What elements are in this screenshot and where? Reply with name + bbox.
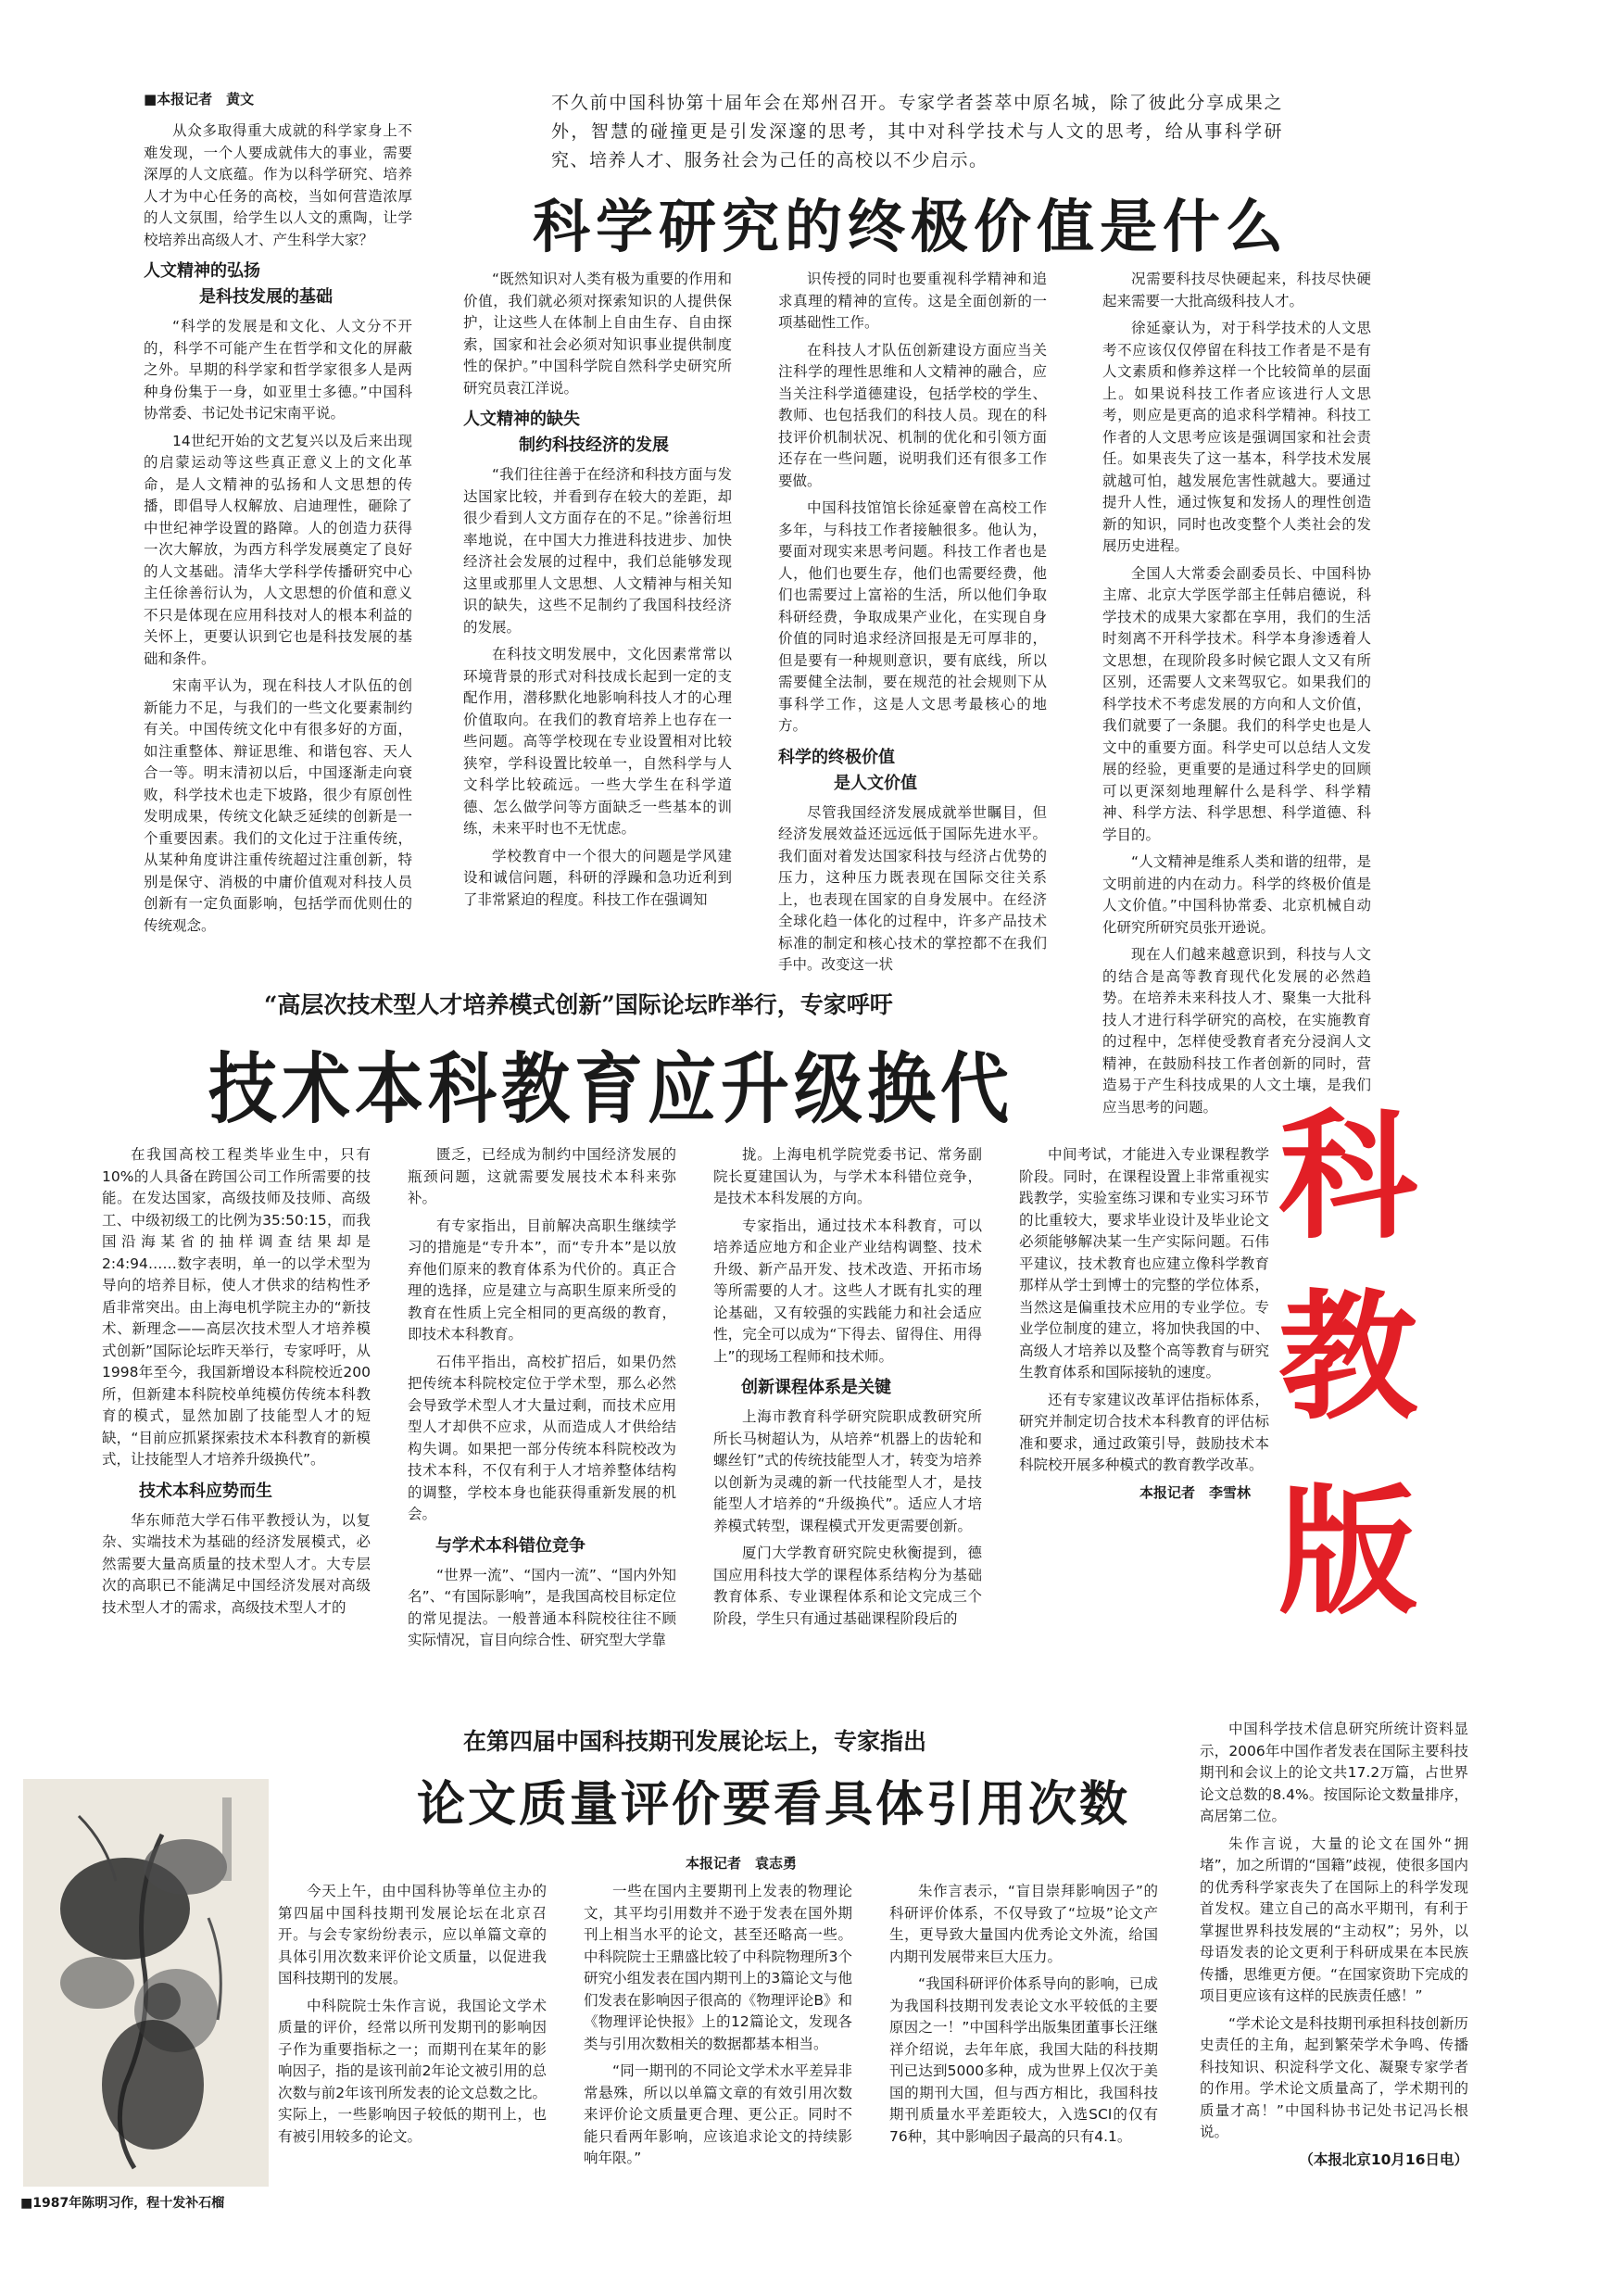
paragraph: 中国科学技术信息研究所统计资料显示，2006年中国作者发表在国际主要科技期刊和会议上的论文共17.2万篇，占世界论文总数的8.4%。按国际论文数量排序，高居第二位。: [1200, 1721, 1468, 1824]
paragraph: 在我国高校工程类毕业生中，只有10%的人具备在跨国公司工作所需要的技能。在发达国家，高级技师及技师、高级工、中级初级工的比例为35:50:15，而我国沿海某省的抽样调查结果却是2:4:94……数字表明，单一的以学术型为导向的培养目标，使人才供求的结构性矛盾非常突出。由上海电机学院主办的“新技术、新理念——高层次技术型人才培养模式创新”国际论坛昨天举行，专家呼吁，从1998年至今，我国新增设本科院校近200所，但新建本科院校单纯模仿传统本科教育的模式，显然加剧了技能型人才的短缺，“目前应抓紧探索技术本科教育的新模式，让技能型人才培养升级换代”。: [102, 1146, 371, 1468]
article1-intro: 不久前中国科协第十届年会在郑州召开。专家学者荟萃中原名城，除了彼此分享成果之外，智慧的碰撞更是引发深邃的思考，其中对科学技术与人文的思考，给从事科学研究、培养人才、服务社会为己任的高校以不少启示。: [551, 93, 1283, 170]
article1-column-2: [463, 269, 732, 916]
paragraph: 况需要科技尽快硬起来，科技尽快硬起来需要一大批高级科技人才。: [1102, 271, 1371, 309]
paragraph: “我国科研评价体系导向的影响，已成为我国科技期刊发表论文水平较低的主要原因之一！”中国科学出版集团董事长汪继祥介绍说，去年年底，我国大陆的科技期刊已达到5000多种，成为世界上仅次于美国的期刊大国，但与西方相比，我国科技期刊质量水平差距较大，入选SCI的仅有76种，其中影响因子最高的只有4.1。: [889, 1975, 1158, 2145]
paragraph: “我们往往善于在经济和科技方面与发达国家比较，并看到存在较大的差距，却很少看到人文方面存在的不足。”徐善衍坦率地说，在中国大力推进科技进步、加快经济社会发展的过程中，我们总能够发现这里或那里人文思想、人文精神与相关知识的缺失，这些不足制约了我国科技经济的发展。: [463, 466, 732, 636]
article2-title: 技术本科教育应升级换代: [208, 1044, 1013, 1135]
section-title-char-1: 科: [1278, 1095, 1418, 1258]
paragraph: 还有专家建议改革评估指标体系，研究并制定切合技术本科教育的评估标准和要求，通过政策引导，鼓励技术本科院校开展多种模式的教育教学改革。: [1019, 1391, 1269, 1473]
paragraph: 有专家指出，目前解决高职生继续学习的措施是“专升本”，而“专升本”是以放弃他们原来的教育体系为代价的。真正合理的选择，应是建立与高职生原来所受的教育在性质上完全相同的更高级的教育，即技术本科教育。: [408, 1217, 676, 1343]
subheading: [144, 259, 412, 310]
painting-caption: ■1987年陈明习作，程十发补石榴: [20, 2196, 225, 2211]
paragraph: 尽管我国经济发展成就举世瞩目，但经济发展效益还远远低于国际先进水平。我们面对着发达国家科技与经济占优势的压力，这种压力既表现在国际交往关系上，也表现在国家的自身发展中。在经济全球化趋一体化的过程中，许多产品技术标准的制定和核心技术的掌控都不在我们手中。改变这一状: [778, 803, 1047, 973]
article3-kicker: 在第四届中国科技期刊发展论坛上，专家指出: [463, 1728, 927, 1755]
paragraph: 现在人们越来越意识到，科技与人文的结合是高等教育现代化发展的必然趋势。在培养未来科技人才、聚集一大批科技人才进行科学研究的高校，在实施教育的过程中，怎样使受教育者充分浸润人文精神，在鼓励科技工作者创新的同时，营造易于产生科技成果的人文土壤，是我们应当思考的问题。: [1102, 946, 1371, 1116]
article2-kicker: “高层次技术型人才培养模式创新”国际论坛昨举行，专家呼吁: [264, 991, 893, 1018]
ink-painting-graphic: [23, 1779, 269, 2187]
paragraph: 宋南平认为，现在科技人才队伍的创新能力不足，与我们的一些文化要素制约有关。中国传统文化中有很多好的方面，如注重整体、辩证思维、和谐包容、天人合一等。明末清初以后，中国逐渐走向衰败，科学技术也走下坡路，很少有原创性发明成果，传统文化缺乏延续的创新是一个重要因素。我们的文化过于注重传统，从某种角度讲注重传统超过注重创新，特别是保守、消极的中庸价值观对科技人员创新有一定负面影响，包括学而优则仕的传统观念。: [144, 677, 412, 934]
subheading-line: 是科技发展的基础: [199, 287, 333, 307]
paragraph: “既然知识对人类有极为重要的作用和价值，我们就必须对探索知识的人提供保护，让这些人在体制上自由生存、自由探索，国家和社会必须对知识事业提供制度性的保护。”中国科学院自然科学史研究所研究员袁江洋说。: [463, 271, 732, 397]
paragraph: 石伟平指出，高校扩招后，如果仍然把传统本科院校定位于学术型，那么必然会导致学术型人才大量过剩，而技术应用型人才却供不应求，从而造成人才供给结构失调。如果把一部分传统本科院校改为技术本科，不仅有利于人才培养整体结构的调整，学校本身也能获得重新发展的机会。: [408, 1353, 676, 1522]
subheading-line: 制约科技经济的发展: [519, 435, 669, 455]
paragraph: 在科技文明发展中，文化因素常常以环境背景的形式对科技成长起到一定的支配作用，潜移默化地影响科技人才的心理价值取向。在我们的教育培养上也存在一些问题。高等学校现在专业设置相对比较狭窄，学科设置比较单一，自然科学与人文科学比较疏远。一些大学生在科学道德、怎么做学问等方面缺乏一些基本的训练，未来平时也不无忧虑。: [463, 646, 732, 837]
paragraph: 一些在国内主要期刊上发表的物理论文，其平均引用数并不逊于发表在国外期刊上相当水平的论文，甚至还略高一些。中科院院士王鼎盛比较了中科院物理所3个研究小组发表在国内期刊上的3篇论文与他们发表在影响因子很高的《物理评论B》和《物理评论快报》上的12篇论文，发现各类与引用次数相关的数据都基本相当。: [584, 1883, 852, 2052]
subheading: [463, 407, 732, 459]
article2-column-4: [1019, 1144, 1269, 1504]
paragraph: 朱作言说，大量的论文在国外“拥堵”，加之所谓的“国籍”歧视，使很多国内的优秀科学家丧失了在国际上的科学发现首发权。建立自己的高水平期刊，有利于掌握世界科技发展的“主动权”；另外，以母语发表的论文更利于科研成果在本民族传播，思维更方便。“在国家资助下完成的项目更应该有这样的民族责任感！”: [1200, 1835, 1468, 2004]
subheading-line: 科学的终极价值: [778, 747, 895, 767]
paragraph: 14世纪开始的文艺复兴以及后来出现的启蒙运动等这些真正意义上的文化革命，是人文精神的弘扬和人文思想的传播，即倡导人权解放、启迪理性，砸除了中世纪神学设置的路障。人的创造力获得一次大解放，为西方科学发展奠定了良好的人文基础。清华大学科学传播研究中心主任徐善衍认为，人文思想的价值和意义不只是体现在应用科技对人的根本利益的关怀上，更要认识到它也是科技发展的基础和条件。: [144, 432, 412, 667]
paragraph: 全国人大常委会副委员长、中国科协主席、北京大学医学部主任韩启德说，科学技术的成果大家都在享用，我们的生活时刻离不开科学技术。科学本身渗透着人文思想，在现阶段多时候它跟人文又有所区别，还需要人文来驾驭它。如果我们的科学技术不考虑发展的方向和人文价值，我们就要了一条腿。我们的科学史也是人文中的重要方面。科学史可以总结人文发展的经验，更重要的是通过科学史的回顾可以更深刻地理解什么是科学、科学精神、科学方法、科学思想、科学道德、科学目的。: [1102, 564, 1371, 843]
paragraph: “科学的发展是和文化、人文分不开的，科学不可能产生在哲学和文化的屏蔽之外。早期的科学家和哲学家很多人是两种身份集于一身，如亚里士多德。”中国科协常委、书记处书记宋南平说。: [144, 318, 412, 422]
paragraph: 匮乏，已经成为制约中国经济发展的瓶颈问题，这就需要发展技术本科来弥补。: [408, 1146, 676, 1206]
article1-column-1: [144, 120, 412, 942]
paragraph: 拢。上海电机学院党委书记、常务副院长夏建国认为，与学术本科错位竞争，是技术本科发展的方向。: [713, 1146, 982, 1206]
paragraph: “世界一流”、“国内一流”、“国内外知名”、“有国际影响”，是我国高校目标定位的常见提法。一般普通本科院校往往不顾实际情况，盲目向综合性、研究型大学靠: [408, 1566, 676, 1648]
paragraph: 华东师范大学石伟平教授认为，以复杂、实端技术为基础的经济发展模式，必然需要大量高质量的技术型人才。大专层次的高职已不能满足中国经济发展对高级技术型人才的需求，高级技术型人才的: [102, 1511, 371, 1616]
paragraph: 上海市教育科学研究院职成教研究所所长马树超认为，从培养“机器上的齿轮和螺丝钉”式的传统技能型人才，转变为培养以创新为灵魂的新一代技能型人才，是技能型人才培养的“升级换代”。适应人才培养模式转型，课程模式开发更需要创新。: [713, 1408, 982, 1534]
subheading: 技术本科应势而生: [139, 1481, 272, 1501]
article2-column-2: [408, 1144, 676, 1658]
paragraph: 从众多取得重大成就的科学家身上不难发现，一个人要成就伟大的事业，需要深厚的人文底蕴。作为以科学研究、培养人才为中心任务的高校，当如何营造浓厚的人文氛围，给学生以人文的熏陶，让学校培养出高级人才、产生科学大家？: [144, 122, 412, 248]
paragraph: 学校教育中一个很大的问题是学风建设和诚信问题，科研的浮躁和急功近利到了非常紧迫的程度。科技工作在强调知: [463, 847, 732, 908]
article1-column-3: [778, 269, 1047, 982]
paragraph: 在科技人才队伍创新建设方面应当关注科学的理性思维和人文精神的融合，应当关注科学道德建设，包括学校的学生、教师、也包括我们的科技人员。现在的科技评价机制状况、机制的优化和引领方面还存在一些问题，说明我们还有很多工作要做。: [778, 341, 1047, 489]
subheading-line: 是人文价值: [834, 773, 917, 793]
paragraph: 中间考试，才能进入专业课程教学阶段。同时，在课程设置上非常重视实践教学，实验室练习课和专业实习环节的比重较大，要求毕业设计及毕业论文必须能够解决某一生产实际问题。石伟平建议，技术教育也应建立像科学教育那样从学士到博士的完整的学位体系，当然这是偏重技术应用的专业学位。专业学位制度的建立，将加快我国的中、高级人才培养以及整个高等教育与研究生教育体系和国际接轨的速度。: [1019, 1146, 1269, 1381]
section-title-char-2: 教: [1278, 1276, 1418, 1439]
article3-dateline: （本报北京10月16日电）: [1299, 2150, 1468, 2168]
article2-byline: 本报记者 李雪林: [1139, 1483, 1251, 1501]
paragraph: “同一期刊的不同论文学术水平差异非常悬殊，所以以单篇文章的有效引用次数来评价论文质量更合理、更公正。同时不能只看两年影响，应该追求论文的持续影响年限。”: [584, 2062, 852, 2166]
subheading: [778, 745, 1047, 797]
subheading: 与学术本科错位竞争: [435, 1535, 585, 1556]
paragraph: 朱作言表示，“盲目崇拜影响因子”的科研评价体系，不仅导致了“垃圾”论文产生，更导致大量国内优秀论文外流，给国内期刊发展带来巨大压力。: [889, 1883, 1158, 1965]
paragraph: “学术论文是科技期刊承担科技创新历史责任的主角，起到繁荣学术争鸣、传播科技知识、积淀科学文化、凝聚专家学者的作用。学术论文质量高了，学术期刊的质量才高！”中国科协书记处书记冯长根说。: [1200, 2014, 1468, 2140]
article3-byline: 本报记者 袁志勇: [686, 1855, 798, 1872]
paragraph: 识传授的同时也要重视科学精神和追求真理的精神的宣传。这是全面创新的一项基础性工作。: [778, 271, 1047, 331]
article1-title: 科学研究的终极价值是什么: [533, 193, 1290, 260]
paragraph: 中科院院士朱作言说，我国论文学术质量的评价，经常以所刊发期刊的影响因子作为重要指标之一；而期刊在某年的影响因子，指的是该刊前2年论文被引用的总次数与前2年该刊所发表的论文总数之比。实际上，一些影响因子较低的期刊上，也有被引用较多的论文。: [278, 1997, 547, 2145]
subheading: 创新课程体系是关键: [741, 1378, 891, 1397]
article1-column-4: [1102, 269, 1371, 1124]
painting-image: [23, 1779, 269, 2187]
paragraph: 今天上午，由中国科协等单位主办的第四届中国科技期刊发展论坛在北京召开。与会专家纷纷表示，应以单篇文章的具体引用次数来评价论文质量，以促进我国科技期刊的发展。: [278, 1883, 547, 1986]
subheading-line: 人文精神的缺失: [463, 410, 580, 429]
paragraph: 厦门大学教育研究院史秋衡提到，德国应用科技大学的课程体系结构分为基础教育体系、专业课程体系和论文完成三个阶段，学生只有通过基础课程阶段后的: [713, 1545, 982, 1627]
subheading-line: 人文精神的弘扬: [144, 261, 260, 281]
paragraph: “人文精神是维系人类和谐的纽带，是文明前进的内在动力。科学的终极价值是人文价值。”中国科协常委、北京机械自动化研究所研究员张开逊说。: [1102, 853, 1371, 936]
paragraph: 徐延豪认为，对于科学技术的人文思考不应该仅仅停留在科技工作者是不是有人文素质和修养这样一个比较简单的层面上。如果说科技工作者应该进行人文思考，则应是更高的追求科学精神。科技工作者的人文思考应该是强调国家和社会责任。如果丧失了这一基本，科学技术发展就越可怕，越发展危害性就越大。要通过提升人性，通过恢复和发扬人的理性创造新的知识，同时也改变整个人类社会的发展历史进程。: [1102, 320, 1371, 554]
article3-column-3: [889, 1881, 1158, 2153]
article2-column-3: [713, 1144, 982, 1635]
article3-column-2: [584, 1881, 852, 2175]
article1-byline: ■本报记者 黄文: [144, 91, 255, 107]
article3-title: 论文质量评价要看具体引用次数: [417, 1776, 1131, 1833]
article3-column-1: [278, 1881, 547, 2153]
section-title-char-3: 版: [1278, 1470, 1418, 1633]
article3-column-4: [1200, 1719, 1468, 2171]
article2-column-1: [102, 1144, 371, 1624]
paragraph: 专家指出，通过技术本科教育，可以培养适应地方和企业产业结构调整、技术升级、新产品开发、技术改造、开拓市场等所需要的人才。这些人才既有扎实的理论基础，又有较强的实践能力和社会适应性，完全可以成为“下得去、留得住、用得上”的现场工程师和技术师。: [713, 1217, 982, 1365]
paragraph: 中国科技馆馆长徐延豪曾在高校工作多年，与科技工作者接触很多。他认为，要面对现实来思考问题。科技工作者也是人，他们也要生存，他们也需要经费，他们也需要过上富裕的生活，所以他们争取科研经费，争取成果产业化，在实现自身价值的同时追求经济回报是无可厚非的，但是要有一种规则意识，要有底线，所以需要健全法制，要在规范的社会规则下从事科学工作，这是人文思考最核心的地方。: [778, 499, 1047, 734]
